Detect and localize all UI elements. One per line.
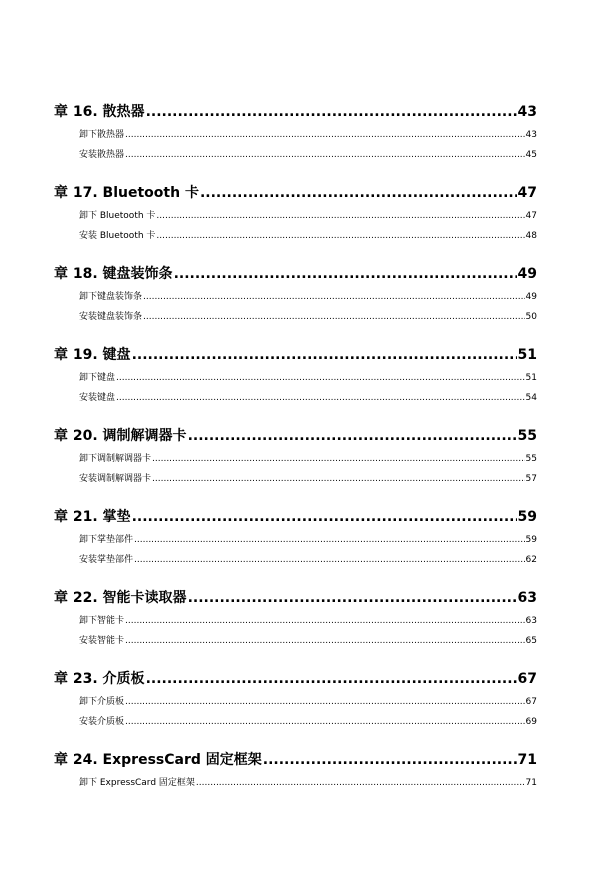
toc-chapter: [54, 103, 537, 165]
toc-section-page: 63: [525, 616, 537, 626]
toc-dot-leader: [146, 670, 517, 689]
toc-section-title: 卸下介质板: [79, 697, 125, 707]
toc-section-title: 安装 Bluetooth 卡: [79, 231, 156, 241]
toc-dot-leader: [134, 550, 525, 570]
toc-section-link[interactable]: [79, 125, 537, 145]
toc-section-link[interactable]: [79, 712, 537, 732]
toc-chapter-page: 47: [517, 185, 537, 201]
toc-section-list: [54, 530, 537, 570]
toc-section-list: [54, 368, 537, 408]
toc-section-link[interactable]: [79, 449, 537, 469]
toc-section-list: [54, 449, 537, 489]
toc-section-page: 50: [525, 312, 537, 322]
toc-chapter-link[interactable]: [54, 427, 537, 446]
toc-section-title: 卸下智能卡: [79, 616, 125, 626]
toc-chapter-title: 章 21. 掌垫: [54, 509, 131, 525]
toc-chapter: [54, 508, 537, 570]
toc-section-link[interactable]: [79, 631, 537, 651]
toc-chapter-title: 章 23. 介质板: [54, 671, 145, 687]
toc-chapter: [54, 589, 537, 651]
toc-chapter-page: 49: [517, 266, 537, 282]
toc-dot-leader: [200, 184, 517, 203]
toc-dot-leader: [134, 530, 525, 550]
toc-dot-leader: [143, 307, 525, 327]
toc-section-title: 安装键盘装饰条: [79, 312, 143, 322]
toc-chapter-title: 章 20. 调制解调器卡: [54, 428, 187, 444]
toc-chapter-title: 章 18. 键盘装饰条: [54, 266, 173, 282]
toc-section-link[interactable]: [79, 226, 537, 246]
toc-section-page: 59: [525, 535, 537, 545]
toc-section-title: 安装介质板: [79, 717, 125, 727]
toc-section-title: 安装散热器: [79, 150, 125, 160]
toc-chapter-page: 63: [517, 590, 537, 606]
toc-section-page: 67: [525, 697, 537, 707]
toc-chapter: [54, 751, 537, 793]
toc-section-list: [54, 125, 537, 165]
toc-dot-leader: [116, 388, 525, 408]
toc-section-link[interactable]: [79, 692, 537, 712]
toc-section-list: [54, 611, 537, 651]
toc-chapter-page: 55: [517, 428, 537, 444]
toc-chapter: [54, 427, 537, 489]
toc-section-page: 47: [525, 211, 537, 221]
toc-chapter-title: 章 19. 键盘: [54, 347, 131, 363]
toc-section-list: [54, 773, 537, 793]
toc-section-page: 65: [525, 636, 537, 646]
toc-section-link[interactable]: [79, 307, 537, 327]
toc-chapter-link[interactable]: [54, 751, 537, 770]
toc-section-link[interactable]: [79, 206, 537, 226]
toc-section-link[interactable]: [79, 287, 537, 307]
toc-section-page: 71: [525, 778, 537, 788]
toc-chapter-title: 章 16. 散热器: [54, 104, 145, 120]
toc-dot-leader: [146, 103, 517, 122]
toc-section-link[interactable]: [79, 368, 537, 388]
toc-chapter-page: 51: [517, 347, 537, 363]
toc-chapter-title: 章 17. Bluetooth 卡: [54, 185, 199, 201]
toc-section-page: 62: [525, 555, 537, 565]
toc-section-page: 69: [525, 717, 537, 727]
toc-section-page: 51: [525, 373, 537, 383]
toc-section-link[interactable]: [79, 550, 537, 570]
toc-section-link[interactable]: [79, 611, 537, 631]
toc-section-title: 安装掌垫部件: [79, 555, 134, 565]
toc-chapter-page: 43: [517, 104, 537, 120]
toc-section-page: 43: [525, 130, 537, 140]
toc-dot-leader: [125, 631, 525, 651]
toc-section-page: 48: [525, 231, 537, 241]
toc-dot-leader: [116, 368, 525, 388]
toc-chapter: [54, 265, 537, 327]
toc-chapter-title: 章 24. ExpressCard 固定框架: [54, 752, 262, 768]
toc-dot-leader: [125, 692, 525, 712]
toc-chapter-link[interactable]: [54, 508, 537, 527]
toc-chapter-page: 59: [517, 509, 537, 525]
toc-section-page: 54: [525, 393, 537, 403]
toc-section-list: [54, 692, 537, 732]
toc-section-title: 安装键盘: [79, 393, 116, 403]
toc-chapter-link[interactable]: [54, 589, 537, 608]
toc-chapter-page: 67: [517, 671, 537, 687]
toc-chapter-page: 71: [517, 752, 537, 768]
toc-dot-leader: [152, 469, 525, 489]
toc-chapter-title: 章 22. 智能卡读取器: [54, 590, 187, 606]
toc-chapter-link[interactable]: [54, 670, 537, 689]
toc-dot-leader: [188, 589, 517, 608]
toc-section-list: [54, 206, 537, 246]
toc-dot-leader: [132, 508, 517, 527]
toc-chapter: [54, 184, 537, 246]
toc-section-title: 安装调制解调器卡: [79, 474, 152, 484]
toc-section-link[interactable]: [79, 145, 537, 165]
toc-section-page: 45: [525, 150, 537, 160]
toc-chapter-link[interactable]: [54, 265, 537, 284]
toc-dot-leader: [125, 125, 525, 145]
toc-section-title: 卸下调制解调器卡: [79, 454, 152, 464]
toc-section-list: [54, 287, 537, 327]
toc-dot-leader: [143, 287, 525, 307]
toc-section-title: 卸下键盘装饰条: [79, 292, 143, 302]
toc-section-title: 卸下键盘: [79, 373, 116, 383]
toc-dot-leader: [125, 712, 525, 732]
toc-section-title: 卸下散热器: [79, 130, 125, 140]
table-of-contents: [54, 103, 537, 812]
toc-section-link[interactable]: [79, 530, 537, 550]
toc-section-page: 49: [525, 292, 537, 302]
toc-section-title: 卸下 Bluetooth 卡: [79, 211, 156, 221]
toc-section-link[interactable]: [79, 469, 537, 489]
toc-dot-leader: [156, 206, 524, 226]
toc-chapter-link[interactable]: [54, 346, 537, 365]
toc-section-title: 卸下 ExpressCard 固定框架: [79, 778, 195, 788]
toc-dot-leader: [263, 751, 517, 770]
toc-section-page: 55: [525, 454, 537, 464]
toc-chapter: [54, 346, 537, 408]
toc-section-link[interactable]: [79, 388, 537, 408]
toc-dot-leader: [174, 265, 517, 284]
toc-section-page: 57: [525, 474, 537, 484]
toc-chapter: [54, 670, 537, 732]
toc-dot-leader: [132, 346, 517, 365]
toc-section-title: 安装智能卡: [79, 636, 125, 646]
toc-dot-leader: [125, 611, 525, 631]
toc-dot-leader: [188, 427, 517, 446]
toc-dot-leader: [152, 449, 525, 469]
toc-dot-leader: [156, 226, 524, 246]
toc-chapter-link[interactable]: [54, 184, 537, 203]
toc-dot-leader: [125, 145, 525, 165]
toc-chapter-link[interactable]: [54, 103, 537, 122]
toc-section-link[interactable]: [79, 773, 537, 793]
toc-dot-leader: [196, 773, 525, 793]
toc-section-title: 卸下掌垫部件: [79, 535, 134, 545]
